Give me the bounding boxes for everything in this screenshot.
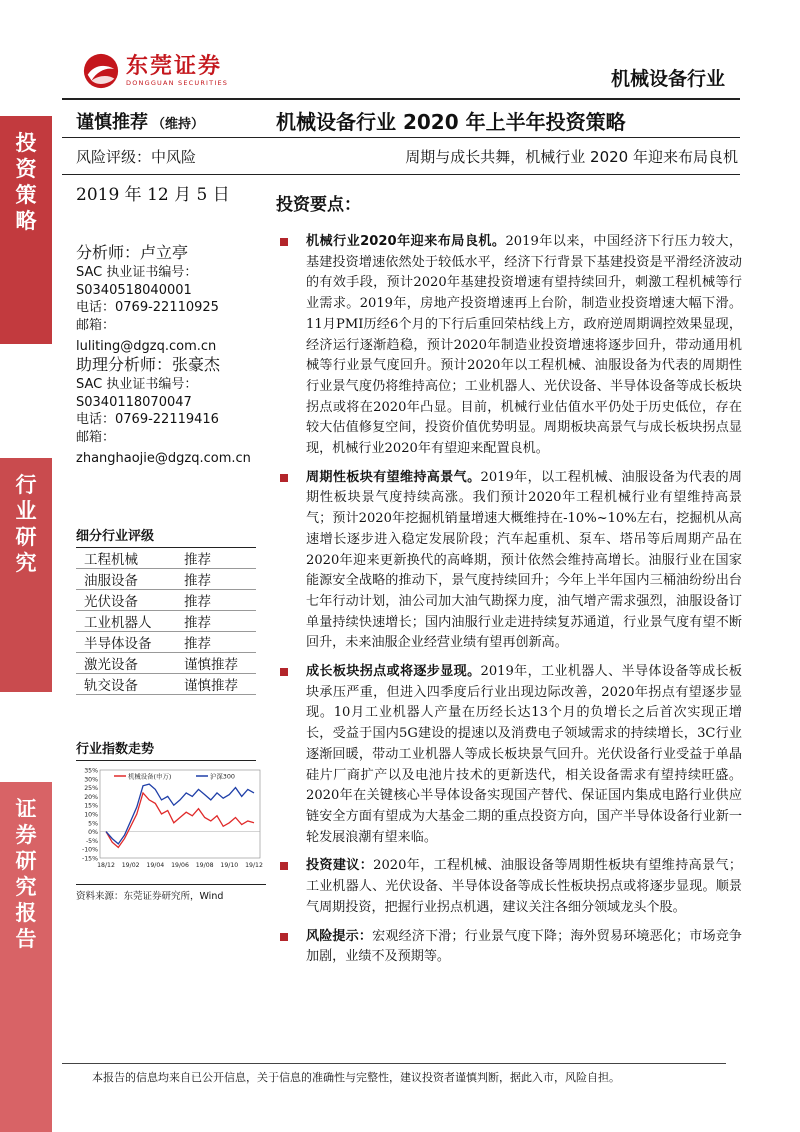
sub-industry-rating: 推荐 bbox=[184, 573, 211, 589]
key-point bbox=[276, 662, 742, 848]
analyst-email[interactable]: luliting@dgzq.com.cn bbox=[76, 339, 217, 354]
rating-row bbox=[76, 548, 256, 569]
rating-row bbox=[76, 674, 256, 695]
company-logo bbox=[82, 52, 228, 90]
sub-industry-rating: 推荐 bbox=[184, 636, 211, 652]
side-char: 策 bbox=[15, 183, 37, 207]
assistant-analyst-card: 助理分析师：张豪杰 SAC 执业证书编号： S0340118070047 电话：0769-22119416 邮箱： zhanghaojie@dgzq.com.cn bbox=[76, 355, 251, 466]
x-tick-label: 19/02 bbox=[121, 862, 140, 869]
rating-row bbox=[76, 653, 256, 674]
industry-name: 机械设备行业 bbox=[610, 68, 725, 90]
logo-cn: 东莞证券 bbox=[126, 54, 223, 79]
chart-source: 资料来源：东莞证券研究所，Wind bbox=[76, 884, 266, 902]
key-point bbox=[276, 232, 742, 460]
side-char: 研 bbox=[15, 849, 37, 873]
key-points-list bbox=[276, 232, 742, 976]
key-point-heading: 成长板块拐点或将逐步显现。 bbox=[306, 664, 481, 680]
side-char: 究 bbox=[15, 875, 37, 899]
key-point-heading: 风险提示： bbox=[306, 928, 373, 944]
side-char: 行 bbox=[15, 473, 37, 497]
bullet-square-icon bbox=[280, 862, 288, 870]
rating-row bbox=[76, 611, 256, 632]
sub-industry-rating: 谨慎推荐 bbox=[184, 678, 238, 694]
y-tick-label: -15% bbox=[82, 855, 98, 863]
sub-industry-name: 半导体设备 bbox=[84, 636, 152, 652]
side-char: 券 bbox=[15, 823, 37, 847]
side-char: 报 bbox=[15, 901, 37, 925]
x-tick-label: 19/04 bbox=[146, 862, 165, 869]
bullet-square-icon bbox=[280, 474, 288, 482]
logo-icon bbox=[82, 52, 120, 90]
side-char: 业 bbox=[15, 499, 37, 523]
x-tick-label: 18/12 bbox=[97, 862, 115, 869]
key-point-body: 2020年，工程机械、油服设备等周期性板块有望维持高景气；工业机器人、光伏设备、半导体设备等成长性板块拐点或将逐步显现。顺景气周期投资，把握行业拐点机遇，建议关注各细分领域龙头个股。 bbox=[306, 858, 743, 915]
side-label-report bbox=[0, 782, 52, 1132]
y-tick-label: 10% bbox=[84, 811, 98, 819]
rating-row bbox=[76, 590, 256, 611]
assistant-analyst-email[interactable]: zhanghaojie@dgzq.com.cn bbox=[76, 451, 251, 466]
series-line-1 bbox=[106, 784, 254, 844]
key-point bbox=[276, 856, 742, 918]
side-label-industry bbox=[0, 458, 52, 692]
y-tick-label: -5% bbox=[85, 837, 98, 845]
y-tick-label: 25% bbox=[84, 785, 98, 793]
sub-industry-name: 工程机械 bbox=[84, 552, 138, 568]
y-tick-label: 30% bbox=[84, 776, 98, 784]
series-line-0 bbox=[106, 793, 254, 848]
legend-label: 机械设备(申万) bbox=[128, 772, 172, 781]
sub-industry-name: 光伏设备 bbox=[84, 594, 138, 610]
y-tick-label: 35% bbox=[84, 767, 98, 775]
report-title: 机械设备行业 2020 年上半年投资策略 bbox=[276, 110, 626, 134]
rating: 谨慎推荐 （维持） bbox=[76, 112, 205, 133]
y-tick-label: 5% bbox=[88, 820, 98, 828]
sub-industry-rating-table: 细分行业评级 工程机械 推荐 油服设备 推荐 光伏设备 推荐 工业机器人 推荐 半导体设备 推荐 激光设备 谨慎推荐 轨交设备 谨慎推荐 bbox=[76, 525, 256, 695]
plot-frame bbox=[100, 770, 260, 858]
sub-industry-name: 激光设备 bbox=[84, 657, 138, 673]
bullet-square-icon bbox=[280, 933, 288, 941]
bullet-square-icon bbox=[280, 238, 288, 246]
key-point-heading: 周期性板块有望维持高景气。 bbox=[306, 469, 481, 485]
rating-row bbox=[76, 632, 256, 653]
y-tick-label: -10% bbox=[82, 846, 98, 854]
disclaimer: 本报告的信息均来自已公开信息，关于信息的准确性与完整性，建议投资者谨慎判断，据此入市，风险自担。 bbox=[92, 1071, 620, 1084]
sub-industry-name: 工业机器人 bbox=[84, 615, 152, 631]
analyst-card: 分析师：卢立亭 SAC 执业证书编号： S0340518040001 电话：0769-22110925 邮箱： luliting@dgzq.com.cn bbox=[76, 243, 219, 354]
y-tick-label: 15% bbox=[84, 802, 98, 810]
x-tick-label: 19/12 bbox=[245, 862, 263, 869]
rating-row bbox=[76, 569, 256, 590]
x-tick-label: 19/06 bbox=[171, 862, 189, 869]
key-point-heading: 机械行业2020年迎来布局良机。 bbox=[306, 234, 506, 249]
side-banner bbox=[0, 0, 52, 1132]
key-point-body: 2019年以来，中国经济下行压力较大，基建投资增速依然处于较低水平，经济下行背景下基建投资是平滑经济波动的有效手段，预计2020年基建投资增速有望持续回升，刺激工程机械等行业需求。2019年，房地产投资增速再上台阶，制造业投资增速大幅下滑。11月PMI历经6个月的下行后重回荣枯线上方，政府逆周期调控效果显现，经济运行逐渐趋稳，预计2020年制造业投资增速将逐步回升，带动通用机械等行业景气度回升。预计2020年以工程机械、油服设备为代表的周期性行业景气度仍将维持高位；工业机器人、光伏设备、半导体设备等成长板块拐点或将在2020年凸显。目前，机械行业估值水平仍处于历史低位，存在较大估值修复空间，投资价值优势明显。周期板块高景气与成长板块拐点显现，机械行业2020年有望迎来配置良机。 bbox=[306, 234, 742, 457]
key-point-body: 2019年，以工程机械、油服设备为代表的周期性板块景气度持续高涨。我们预计2020年工程机械行业有望维持高景气；预计2020年挖掘机销量增速大概维持在-10%~10%左右，挖掘机从高速增长逐步进入稳定发展阶段；汽车起重机、泵车、塔吊等后周期产品在2020年迎来更新换代的高峰期，预计依然会维持高增长。油服行业在国家能源安全战略的推动下，景气度持续回升；今年上半年国内三桶油纷纷出台七年行动计划，油公司加大油气勘探力度，油气增产需求强烈，油服设备订单量持续快速增长；国内油服行业走进持续复苏通道，行业景气度有望不断回升，未来油服企业经营业绩有望再创新高。 bbox=[306, 469, 743, 651]
report-date: 2019 年 12 月 5 日 bbox=[76, 185, 230, 205]
sub-industry-name: 轨交设备 bbox=[84, 678, 138, 694]
side-char: 略 bbox=[15, 209, 37, 233]
report-subtitle: 周期与成长共舞，机械行业 2020 年迎来布局良机 bbox=[405, 148, 738, 166]
bullet-square-icon bbox=[280, 668, 288, 676]
key-point bbox=[276, 927, 742, 968]
side-char: 证 bbox=[15, 797, 37, 821]
key-point-heading: 投资建议： bbox=[306, 858, 374, 874]
key-point-body: 宏观经济下滑；行业景气度下降；海外贸易环境恶化；市场竞争加剧，业绩不及预期等。 bbox=[306, 928, 743, 965]
key-point bbox=[276, 468, 742, 654]
title-divider bbox=[62, 137, 740, 138]
side-char: 研 bbox=[15, 525, 37, 549]
risk-level: 风险评级：中风险 bbox=[76, 148, 197, 166]
legend-label: 沪深300 bbox=[210, 772, 235, 781]
key-point-body: 2019年，工业机器人、半导体设备等成长板块承压严重，但进入四季度后行业出现边际改善，2020年拐点有望逐步显现。10月工业机器人产量在历经长达13个月的负增长之后首次实现正增长，受益于国内5G建设的提速以及消费电子领域需求的持续增长，3C行业逐渐回暖，带动工业机器人等成长板块景气回升。光伏设备行业受益于单晶硅片厂商扩产以及电池片技术的更新迭代，相关设备需求有望持续旺盛。2020年在关键核心半导体设备实现国产替代、保证国内集成电路行业供应链安全方面有望成为大基金二期的重点投资方向，国产半导体设备行业新一轮发展浪潮有望来临。 bbox=[306, 664, 743, 845]
side-char: 告 bbox=[15, 927, 37, 951]
logo-en: DONGGUAN SECURITIES bbox=[126, 79, 229, 87]
trend-title: 行业指数走势 bbox=[76, 738, 256, 761]
sub-industry-name: 油服设备 bbox=[84, 573, 138, 589]
subtitle-divider bbox=[62, 174, 740, 175]
sub-industry-rating: 谨慎推荐 bbox=[184, 657, 238, 673]
index-trend-chart bbox=[76, 760, 266, 880]
side-label-strategy bbox=[0, 116, 52, 344]
key-points-title: 投资要点： bbox=[276, 195, 361, 215]
side-char: 投 bbox=[15, 131, 37, 155]
sub-industry-rating: 推荐 bbox=[184, 594, 211, 610]
y-tick-label: 0% bbox=[88, 829, 98, 837]
sub-industry-rating: 推荐 bbox=[184, 552, 211, 568]
y-tick-label: 20% bbox=[84, 793, 98, 801]
header-divider bbox=[62, 98, 740, 100]
footer-divider bbox=[62, 1063, 726, 1064]
side-char: 资 bbox=[15, 157, 37, 181]
side-char: 究 bbox=[15, 551, 37, 575]
x-tick-label: 19/10 bbox=[220, 862, 239, 869]
x-tick-label: 19/08 bbox=[195, 862, 214, 869]
sub-industry-rating: 推荐 bbox=[184, 615, 211, 631]
